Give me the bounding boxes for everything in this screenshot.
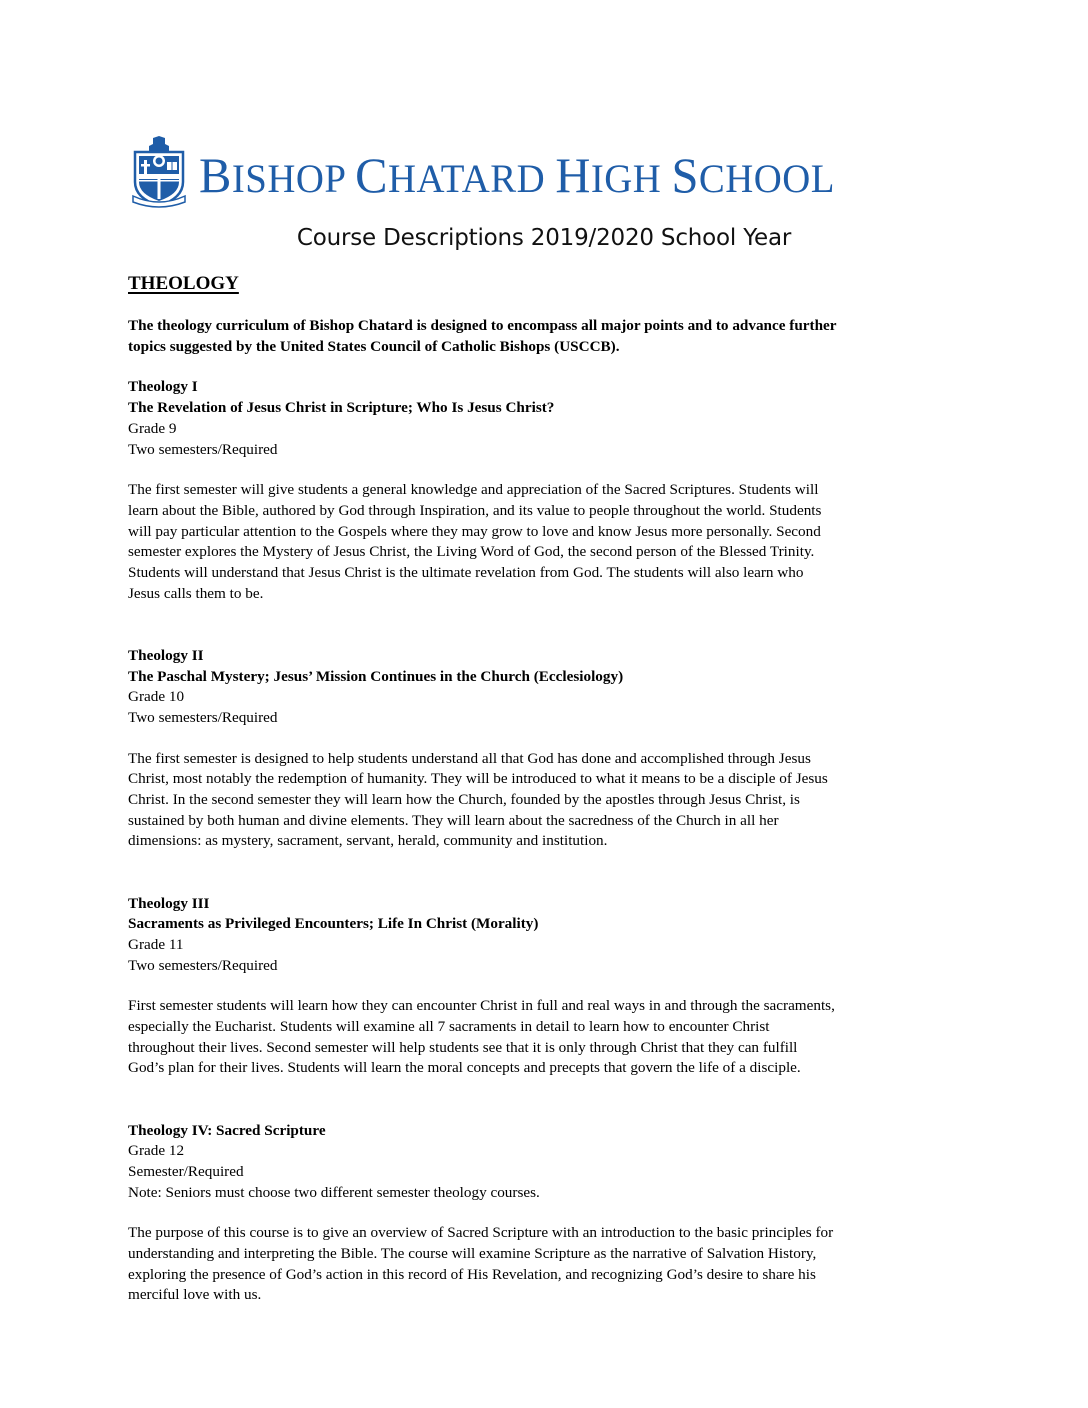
course-theology-1: [128, 377, 968, 604]
school-name-word: BISHOP: [199, 147, 345, 203]
description-line: semester explores the Mystery of Jesus Christ, the Living Word of God, the second person of the Blessed Trinity.: [128, 543, 815, 561]
course-note: Note: Seniors must choose two different semester theology courses.: [128, 1183, 540, 1201]
description-line: learn about the Bible, authored by God through Inspiration, and its value to people throughout the world. Students: [128, 501, 822, 519]
course-subtitle: Sacraments as Privileged Encounters; Life In Christ (Morality): [128, 915, 539, 933]
course-term: Two semesters/Required: [128, 708, 278, 726]
description-line: dimensions: as mystery, sacrament, servant, herald, community and institution.: [128, 832, 608, 850]
description-line: throughout their lives. Second semester will help students see that it is only through Christ that they can fulfill: [128, 1038, 798, 1056]
course-term: Two semesters/Required: [128, 440, 278, 458]
course-description: [128, 1223, 968, 1306]
description-line: The first semester is designed to help students understand all that God has done and accomplished through Jesus: [128, 749, 811, 767]
intro-line: The theology curriculum of Bishop Chatard is designed to encompass all major points and to advance further: [128, 317, 837, 334]
course-term: Two semesters/Required: [128, 956, 278, 974]
school-name-word: SCHOOL: [671, 147, 835, 203]
intro-line: topics suggested by the United States Council of Catholic Bishops (USCCB).: [128, 337, 620, 355]
description-line: The purpose of this course is to give an overview of Sacred Scripture with an introduction to the basic principles for: [128, 1224, 834, 1242]
course-grade: Grade 12: [128, 1142, 185, 1160]
description-line: God’s plan for their lives. Students will learn the moral concepts and precepts that govern the life of a disciple.: [128, 1059, 801, 1077]
course-grade: Grade 9: [128, 419, 177, 437]
description-line: First semester students will learn how they can encounter Christ in full and real ways in and through the sacraments,: [128, 997, 835, 1015]
description-line: especially the Eucharist. Students will examine all 7 sacraments in detail to learn how to encounter Christ: [128, 1018, 770, 1036]
description-line: Students will understand that Jesus Christ is the ultimate revelation from God. The students will also learn who: [128, 564, 804, 582]
school-name-word: HIGH: [555, 147, 662, 203]
section-heading: THEOLOGY: [128, 273, 239, 294]
school-name: [199, 147, 835, 203]
school-crest-icon: [131, 136, 187, 208]
course-subtitle: The Paschal Mystery; Jesus’ Mission Continues in the Church (Ecclesiology): [128, 667, 624, 685]
school-logo: [131, 136, 855, 208]
document-content: [128, 272, 968, 1306]
spacer: [128, 852, 968, 893]
description-line: Jesus calls them to be.: [128, 584, 264, 602]
spacer: [128, 1079, 968, 1120]
course-name: Theology II: [128, 646, 204, 664]
description-line: merciful love with us.: [128, 1286, 262, 1304]
course-term: Semester/Required: [128, 1162, 244, 1180]
description-line: exploring the presence of God’s action in this record of His Revelation, and recognizing God’s desire to share his: [128, 1265, 816, 1283]
spacer: [128, 604, 968, 645]
course-description: [128, 996, 968, 1079]
course-name: Theology III: [128, 894, 210, 912]
document-title: Course Descriptions 2019/2020 School Year: [296, 225, 792, 251]
section-intro: [128, 316, 968, 357]
course-name: Theology IV: Sacred Scripture: [128, 1121, 326, 1139]
description-line: Christ. In the second semester they will learn how the Church, founded by the apostles through Jesus Christ, is: [128, 791, 800, 809]
course-subtitle: The Revelation of Jesus Christ in Scripture; Who Is Jesus Christ?: [128, 399, 555, 417]
course-theology-2: [128, 646, 968, 852]
course-name: Theology I: [128, 378, 198, 396]
description-line: The first semester will give students a general knowledge and appreciation of the Sacred Scriptures. Students will: [128, 481, 819, 499]
course-grade: Grade 11: [128, 935, 184, 953]
course-description: [128, 749, 968, 853]
course-description: [128, 480, 968, 604]
description-line: will pay particular attention to the Gospels where they may grow to love and know Jesus more personally. Second: [128, 522, 821, 540]
description-line: sustained by both human and divine elements. They will learn about the sacredness of the Church in all her: [128, 811, 779, 829]
course-theology-3: [128, 894, 968, 1080]
course-grade: Grade 10: [128, 688, 185, 706]
school-name-word: CHATARD: [355, 147, 546, 203]
course-theology-4: [128, 1121, 968, 1307]
description-line: understanding and interpreting the Bible. The course will examine Scripture as the narrative of Salvation History,: [128, 1245, 817, 1263]
description-line: Christ, most notably the redemption of humanity. They will be introduced to what it means to be a disciple of Jesus: [128, 770, 828, 788]
